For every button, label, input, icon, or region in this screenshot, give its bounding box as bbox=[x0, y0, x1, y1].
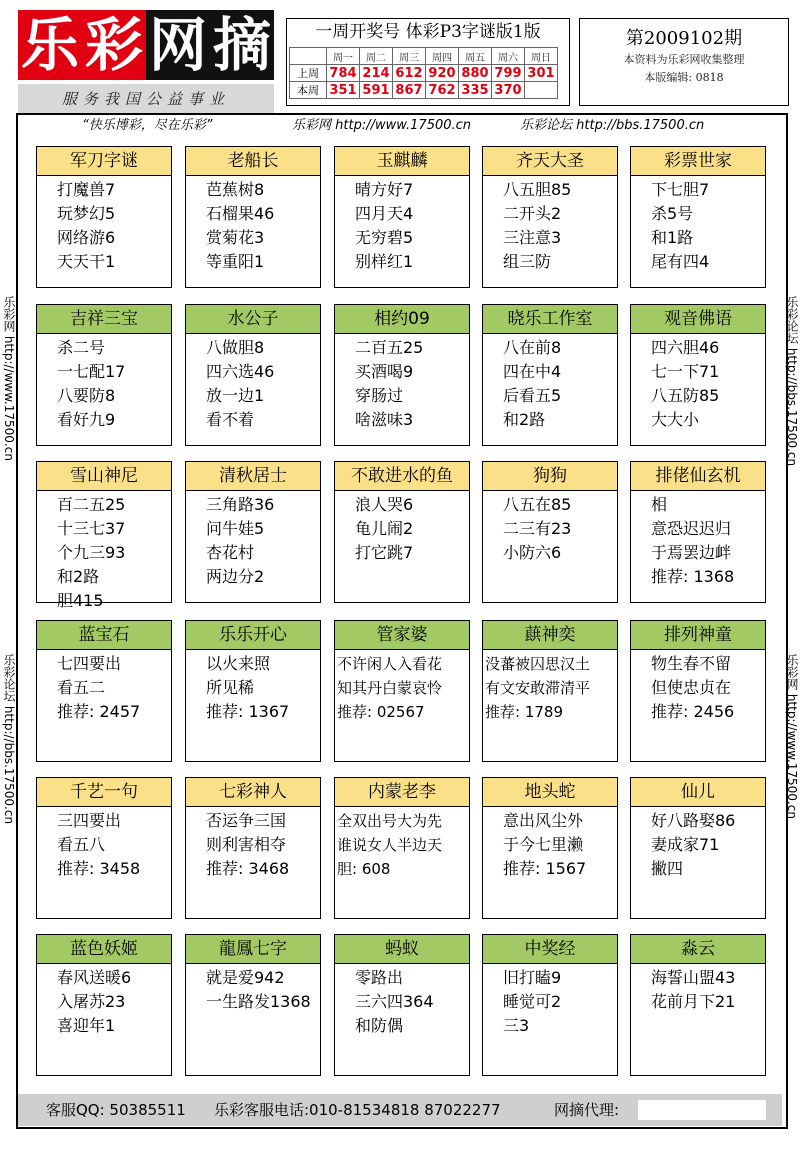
card-line: 没蕃被囚思汉土 bbox=[485, 655, 591, 673]
card-line: 网络游6 bbox=[57, 228, 116, 247]
lottery-tip-card bbox=[630, 934, 766, 1076]
draw-results-table bbox=[289, 47, 558, 99]
lottery-tip-card bbox=[630, 461, 766, 603]
card-body bbox=[651, 652, 771, 724]
lottery-tip-card bbox=[36, 146, 172, 288]
card-line: 推荐: 02567 bbox=[337, 703, 425, 721]
table-header-cell: 周三 bbox=[393, 48, 426, 65]
card-title: 水公子 bbox=[185, 304, 321, 334]
card-line: 于焉罢边衅 bbox=[651, 543, 732, 562]
draw-results-box bbox=[286, 18, 570, 106]
card-body bbox=[206, 652, 326, 724]
card-title: 排列神童 bbox=[630, 620, 766, 650]
card-title: 地头蛇 bbox=[482, 777, 618, 807]
card-line: 龟儿闹2 bbox=[355, 519, 414, 538]
card-line: 别样红1 bbox=[355, 252, 414, 271]
footer bbox=[18, 1094, 782, 1126]
card-line: 芭蕉树8 bbox=[206, 180, 265, 199]
card-line: 推荐: 3458 bbox=[57, 859, 141, 878]
card-title: 不敢进水的鱼 bbox=[334, 461, 470, 491]
card-body bbox=[355, 493, 475, 565]
card-title: 千艺一句 bbox=[36, 777, 172, 807]
card-line: 七四要出 bbox=[57, 654, 122, 673]
card-body bbox=[206, 336, 326, 432]
card-body bbox=[337, 652, 469, 724]
top-banner bbox=[20, 116, 780, 136]
card-line: 看五二 bbox=[57, 678, 106, 697]
card-title: 晓乐工作室 bbox=[482, 304, 618, 334]
card-line: 推荐: 1567 bbox=[503, 859, 587, 878]
card-line: 三角路36 bbox=[206, 495, 275, 514]
card-line: 则利害相夺 bbox=[206, 835, 287, 854]
table-header-cell: 周六 bbox=[492, 48, 525, 65]
table-cell: 762 bbox=[426, 82, 459, 99]
card-line: 零路出 bbox=[355, 968, 404, 987]
lottery-tip-card bbox=[36, 461, 172, 610]
card-line: 七一下71 bbox=[651, 362, 720, 381]
lottery-tip-card bbox=[334, 620, 470, 762]
side-text-right-bottom: 乐彩网 http://www.17500.cn bbox=[785, 654, 799, 819]
card-title: 内蒙老李 bbox=[334, 777, 470, 807]
card-line: 十三七37 bbox=[57, 519, 126, 538]
lottery-tip-card bbox=[185, 620, 321, 762]
lottery-tip-card bbox=[630, 304, 766, 446]
card-line: 个九三93 bbox=[57, 543, 126, 562]
lottery-tip-card bbox=[482, 461, 618, 603]
card-line: 打魔兽7 bbox=[57, 180, 116, 199]
card-title: 七彩神人 bbox=[185, 777, 321, 807]
card-line: 三注意3 bbox=[503, 228, 562, 247]
card-title: 齐天大圣 bbox=[482, 146, 618, 176]
card-body bbox=[337, 809, 469, 881]
editor-note: 本版编辑: 0818 bbox=[644, 71, 724, 84]
card-body bbox=[57, 493, 177, 613]
card-line: 否运争三国 bbox=[206, 811, 287, 830]
card-title: 玉麒麟 bbox=[334, 146, 470, 176]
table-cell: 335 bbox=[459, 82, 492, 99]
logo bbox=[18, 10, 274, 110]
card-line: 全双出号大为先 bbox=[337, 812, 443, 830]
card-line: 相 bbox=[651, 495, 668, 514]
card-title: 老船长 bbox=[185, 146, 321, 176]
table-row bbox=[290, 82, 558, 99]
table-cell: 799 bbox=[492, 65, 525, 82]
card-line: 下七胆7 bbox=[651, 180, 710, 199]
card-body bbox=[485, 652, 617, 724]
service-qq: 客服QQ: 50385511 bbox=[46, 1101, 186, 1119]
card-line: 二开头2 bbox=[503, 204, 562, 223]
card-line: 尾有四4 bbox=[651, 252, 710, 271]
card-line: 海誓山盟43 bbox=[651, 968, 736, 987]
card-line: 喜迎年1 bbox=[57, 1016, 116, 1035]
card-line: 等重阳1 bbox=[206, 252, 265, 271]
logo-char: 摘 bbox=[212, 11, 271, 79]
card-title: 乐乐开心 bbox=[185, 620, 321, 650]
card-line: 放一边1 bbox=[206, 386, 265, 405]
table-cell: 351 bbox=[327, 82, 360, 99]
card-line: 四六胆46 bbox=[651, 338, 720, 357]
card-line: 天天干1 bbox=[57, 252, 116, 271]
card-line: 八五在85 bbox=[503, 495, 572, 514]
card-line: 四在中4 bbox=[503, 362, 562, 381]
logo-char: 乐 bbox=[20, 11, 79, 79]
card-line: 杀二号 bbox=[57, 338, 106, 357]
card-line: 八做胆8 bbox=[206, 338, 265, 357]
card-body bbox=[355, 966, 475, 1038]
card-line: 八要防8 bbox=[57, 386, 116, 405]
card-title: 蓝色妖姬 bbox=[36, 934, 172, 964]
card-line: 意恐迟迟归 bbox=[651, 519, 732, 538]
card-line: 花前月下21 bbox=[651, 992, 736, 1011]
card-line: 组三防 bbox=[503, 252, 552, 271]
slogan: 服务我国公益事业 bbox=[18, 84, 274, 114]
card-title: 排佬仙玄机 bbox=[630, 461, 766, 491]
card-body bbox=[57, 652, 177, 724]
card-line: 三3 bbox=[503, 1016, 530, 1035]
card-line: 八五胆85 bbox=[503, 180, 572, 199]
card-line: 百二五25 bbox=[57, 495, 126, 514]
card-line: 胆415 bbox=[57, 591, 104, 610]
card-line: 啥滋味3 bbox=[355, 410, 414, 429]
lottery-tip-card bbox=[334, 934, 470, 1076]
site-link-www[interactable]: 乐彩网 http://www.17500.cn bbox=[292, 118, 472, 133]
card-line: 二百五25 bbox=[355, 338, 424, 357]
card-line: 知其丹白蒙哀怜 bbox=[337, 679, 443, 697]
card-line: 和1路 bbox=[651, 228, 694, 247]
card-body bbox=[503, 493, 623, 565]
card-line: 推荐: 3468 bbox=[206, 859, 290, 878]
lottery-tip-card bbox=[482, 934, 618, 1076]
card-line: 有文安敢滞清平 bbox=[485, 679, 591, 697]
lottery-tip-card bbox=[334, 461, 470, 603]
card-line: 谁说女人半边天 bbox=[337, 836, 443, 854]
card-title: 雪山神尼 bbox=[36, 461, 172, 491]
issue-number: 第2009102期 bbox=[625, 28, 743, 49]
card-body bbox=[651, 809, 771, 881]
card-line: 四六选46 bbox=[206, 362, 275, 381]
card-title: 淼云 bbox=[630, 934, 766, 964]
card-title: 中奖经 bbox=[482, 934, 618, 964]
motto: “快乐博彩，尽在乐彩” bbox=[82, 118, 213, 133]
card-title: 蕻神奕 bbox=[482, 620, 618, 650]
card-line: 推荐: 2457 bbox=[57, 702, 141, 721]
lottery-tip-card bbox=[334, 777, 470, 919]
card-line: 一生路发1368 bbox=[206, 992, 311, 1011]
card-line: 看好九9 bbox=[57, 410, 116, 429]
card-line: 一七配17 bbox=[57, 362, 126, 381]
card-line: 浪人哭6 bbox=[355, 495, 414, 514]
card-body bbox=[503, 809, 623, 881]
issue-box bbox=[579, 18, 789, 106]
agent-input[interactable] bbox=[638, 1100, 766, 1120]
card-line: 旧打瞌9 bbox=[503, 968, 562, 987]
table-cell: 214 bbox=[360, 65, 393, 82]
table-header-cell: 周日 bbox=[525, 48, 558, 65]
lottery-tip-card bbox=[482, 620, 618, 762]
card-title: 仙儿 bbox=[630, 777, 766, 807]
lottery-tip-card bbox=[36, 620, 172, 762]
table-cell: 370 bbox=[492, 82, 525, 99]
card-line: 赏菊花3 bbox=[206, 228, 265, 247]
card-title: 观音佛语 bbox=[630, 304, 766, 334]
card-line: 问牛娃5 bbox=[206, 519, 265, 538]
card-line: 撇四 bbox=[651, 859, 684, 878]
lottery-tip-card bbox=[482, 146, 618, 288]
card-line: 胆: 608 bbox=[337, 860, 391, 878]
card-body bbox=[57, 966, 177, 1038]
card-title: 彩票世家 bbox=[630, 146, 766, 176]
card-body bbox=[503, 966, 623, 1038]
card-line: 石榴果46 bbox=[206, 204, 275, 223]
table-header-cell: 周二 bbox=[360, 48, 393, 65]
card-line: 妻成家71 bbox=[651, 835, 720, 854]
card-line: 八五防85 bbox=[651, 386, 720, 405]
side-text-left-bottom: 乐彩论坛 http://bbs.17500.cn bbox=[2, 654, 16, 825]
lottery-tip-card bbox=[482, 304, 618, 446]
card-line: 就是爱942 bbox=[206, 968, 285, 987]
side-text-right-top: 乐彩论坛 http://bbs.17500.cn bbox=[785, 296, 799, 467]
table-header-cell: 周四 bbox=[426, 48, 459, 65]
card-title: 军刀字谜 bbox=[36, 146, 172, 176]
card-body bbox=[503, 336, 623, 432]
card-title: 龍鳳七字 bbox=[185, 934, 321, 964]
card-title: 蓝宝石 bbox=[36, 620, 172, 650]
draw-table-title: 一周开奖号 体彩P3字谜版1版 bbox=[315, 22, 541, 42]
card-line: 八在前8 bbox=[503, 338, 562, 357]
header bbox=[0, 0, 800, 112]
table-cell bbox=[290, 48, 327, 65]
card-body bbox=[206, 966, 326, 1014]
card-line: 看不着 bbox=[206, 410, 255, 429]
agent-label: 网摘代理: bbox=[554, 1101, 620, 1119]
card-line: 大大小 bbox=[651, 410, 700, 429]
card-line: 推荐: 1367 bbox=[206, 702, 290, 721]
card-line: 所见稀 bbox=[206, 678, 255, 697]
card-line: 意出风尘外 bbox=[503, 811, 584, 830]
card-body bbox=[57, 178, 177, 274]
card-body bbox=[206, 178, 326, 274]
card-line: 和防偶 bbox=[355, 1016, 404, 1035]
card-body bbox=[651, 178, 771, 274]
card-body bbox=[57, 809, 177, 881]
table-cell: 301 bbox=[525, 65, 558, 82]
lottery-tip-card bbox=[185, 777, 321, 919]
service-phone: 乐彩客服电话:010-81534818 87022277 bbox=[214, 1101, 501, 1119]
site-link-bbs[interactable]: 乐彩论坛 http://bbs.17500.cn bbox=[520, 118, 705, 133]
table-cell: 612 bbox=[393, 65, 426, 82]
card-line: 杀5号 bbox=[651, 204, 694, 223]
lottery-tip-card bbox=[630, 146, 766, 288]
lottery-tip-card bbox=[36, 934, 172, 1076]
card-line: 看五八 bbox=[57, 835, 106, 854]
card-line: 晴方好7 bbox=[355, 180, 414, 199]
card-line: 春风送暖6 bbox=[57, 968, 132, 987]
card-line: 以火来照 bbox=[206, 654, 271, 673]
lottery-tip-card bbox=[36, 304, 172, 446]
logo-char: 网 bbox=[148, 11, 207, 79]
card-title: 狗狗 bbox=[482, 461, 618, 491]
card-line: 三四要出 bbox=[57, 811, 122, 830]
card-title: 相约09 bbox=[334, 304, 470, 334]
card-line: 打它跳7 bbox=[355, 543, 414, 562]
row-label: 上周 bbox=[290, 65, 327, 82]
card-line: 好八路娶86 bbox=[651, 811, 736, 830]
card-line: 不许闲人入看花 bbox=[337, 655, 443, 673]
card-line: 玩梦幻5 bbox=[57, 204, 116, 223]
logo-char: 彩 bbox=[84, 11, 143, 79]
table-cell: 591 bbox=[360, 82, 393, 99]
card-body bbox=[355, 336, 475, 432]
lottery-tip-card bbox=[630, 777, 766, 919]
lottery-tip-card bbox=[334, 304, 470, 446]
card-line: 买酒喝9 bbox=[355, 362, 414, 381]
card-line: 于今七里濑 bbox=[503, 835, 584, 854]
card-body bbox=[355, 178, 475, 274]
lottery-tip-card bbox=[630, 620, 766, 762]
card-line: 小防六6 bbox=[503, 543, 562, 562]
lottery-tip-card bbox=[482, 777, 618, 919]
table-header-row bbox=[290, 48, 558, 65]
card-line: 无穷碧5 bbox=[355, 228, 414, 247]
table-row bbox=[290, 65, 558, 82]
card-line: 两边分2 bbox=[206, 567, 265, 586]
card-body bbox=[651, 966, 771, 1014]
side-text-left-top: 乐彩网 http://www.17500.cn bbox=[2, 296, 16, 461]
card-line: 但使忠贞在 bbox=[651, 678, 732, 697]
card-body bbox=[57, 336, 177, 432]
card-line: 杏花村 bbox=[206, 543, 255, 562]
card-title: 清秋居士 bbox=[185, 461, 321, 491]
card-line: 穿肠过 bbox=[355, 386, 404, 405]
lottery-tip-card bbox=[185, 304, 321, 446]
card-line: 物生春不留 bbox=[651, 654, 732, 673]
card-title: 吉祥三宝 bbox=[36, 304, 172, 334]
lottery-tip-card bbox=[185, 461, 321, 603]
table-cell bbox=[525, 82, 558, 99]
logo-text bbox=[18, 12, 274, 78]
row-label: 本周 bbox=[290, 82, 327, 99]
table-cell: 880 bbox=[459, 65, 492, 82]
card-body bbox=[206, 493, 326, 589]
card-line: 推荐: 1368 bbox=[651, 567, 735, 586]
lottery-tip-card bbox=[185, 146, 321, 288]
card-line: 和2路 bbox=[57, 567, 100, 586]
collection-note: 本资料为乐彩网收集整理 bbox=[623, 53, 745, 66]
card-line: 推荐: 1789 bbox=[485, 703, 563, 721]
card-line: 睡觉可2 bbox=[503, 992, 562, 1011]
table-header-cell: 周五 bbox=[459, 48, 492, 65]
table-header-cell: 周一 bbox=[327, 48, 360, 65]
card-line: 入屠苏23 bbox=[57, 992, 126, 1011]
table-cell: 867 bbox=[393, 82, 426, 99]
card-title: 蚂蚁 bbox=[334, 934, 470, 964]
lottery-tip-card bbox=[334, 146, 470, 288]
card-line: 后看五5 bbox=[503, 386, 562, 405]
table-cell: 920 bbox=[426, 65, 459, 82]
card-line: 和2路 bbox=[503, 410, 546, 429]
card-line: 三六四364 bbox=[355, 992, 434, 1011]
card-body bbox=[206, 809, 326, 881]
table-cell: 784 bbox=[327, 65, 360, 82]
lottery-tip-card bbox=[36, 777, 172, 919]
card-body bbox=[503, 178, 623, 274]
card-line: 四月天4 bbox=[355, 204, 414, 223]
lottery-tip-card bbox=[185, 934, 321, 1076]
card-line: 推荐: 2456 bbox=[651, 702, 735, 721]
card-line: 二三有23 bbox=[503, 519, 572, 538]
card-body bbox=[651, 336, 771, 432]
card-body bbox=[651, 493, 771, 589]
card-title: 管家婆 bbox=[334, 620, 470, 650]
